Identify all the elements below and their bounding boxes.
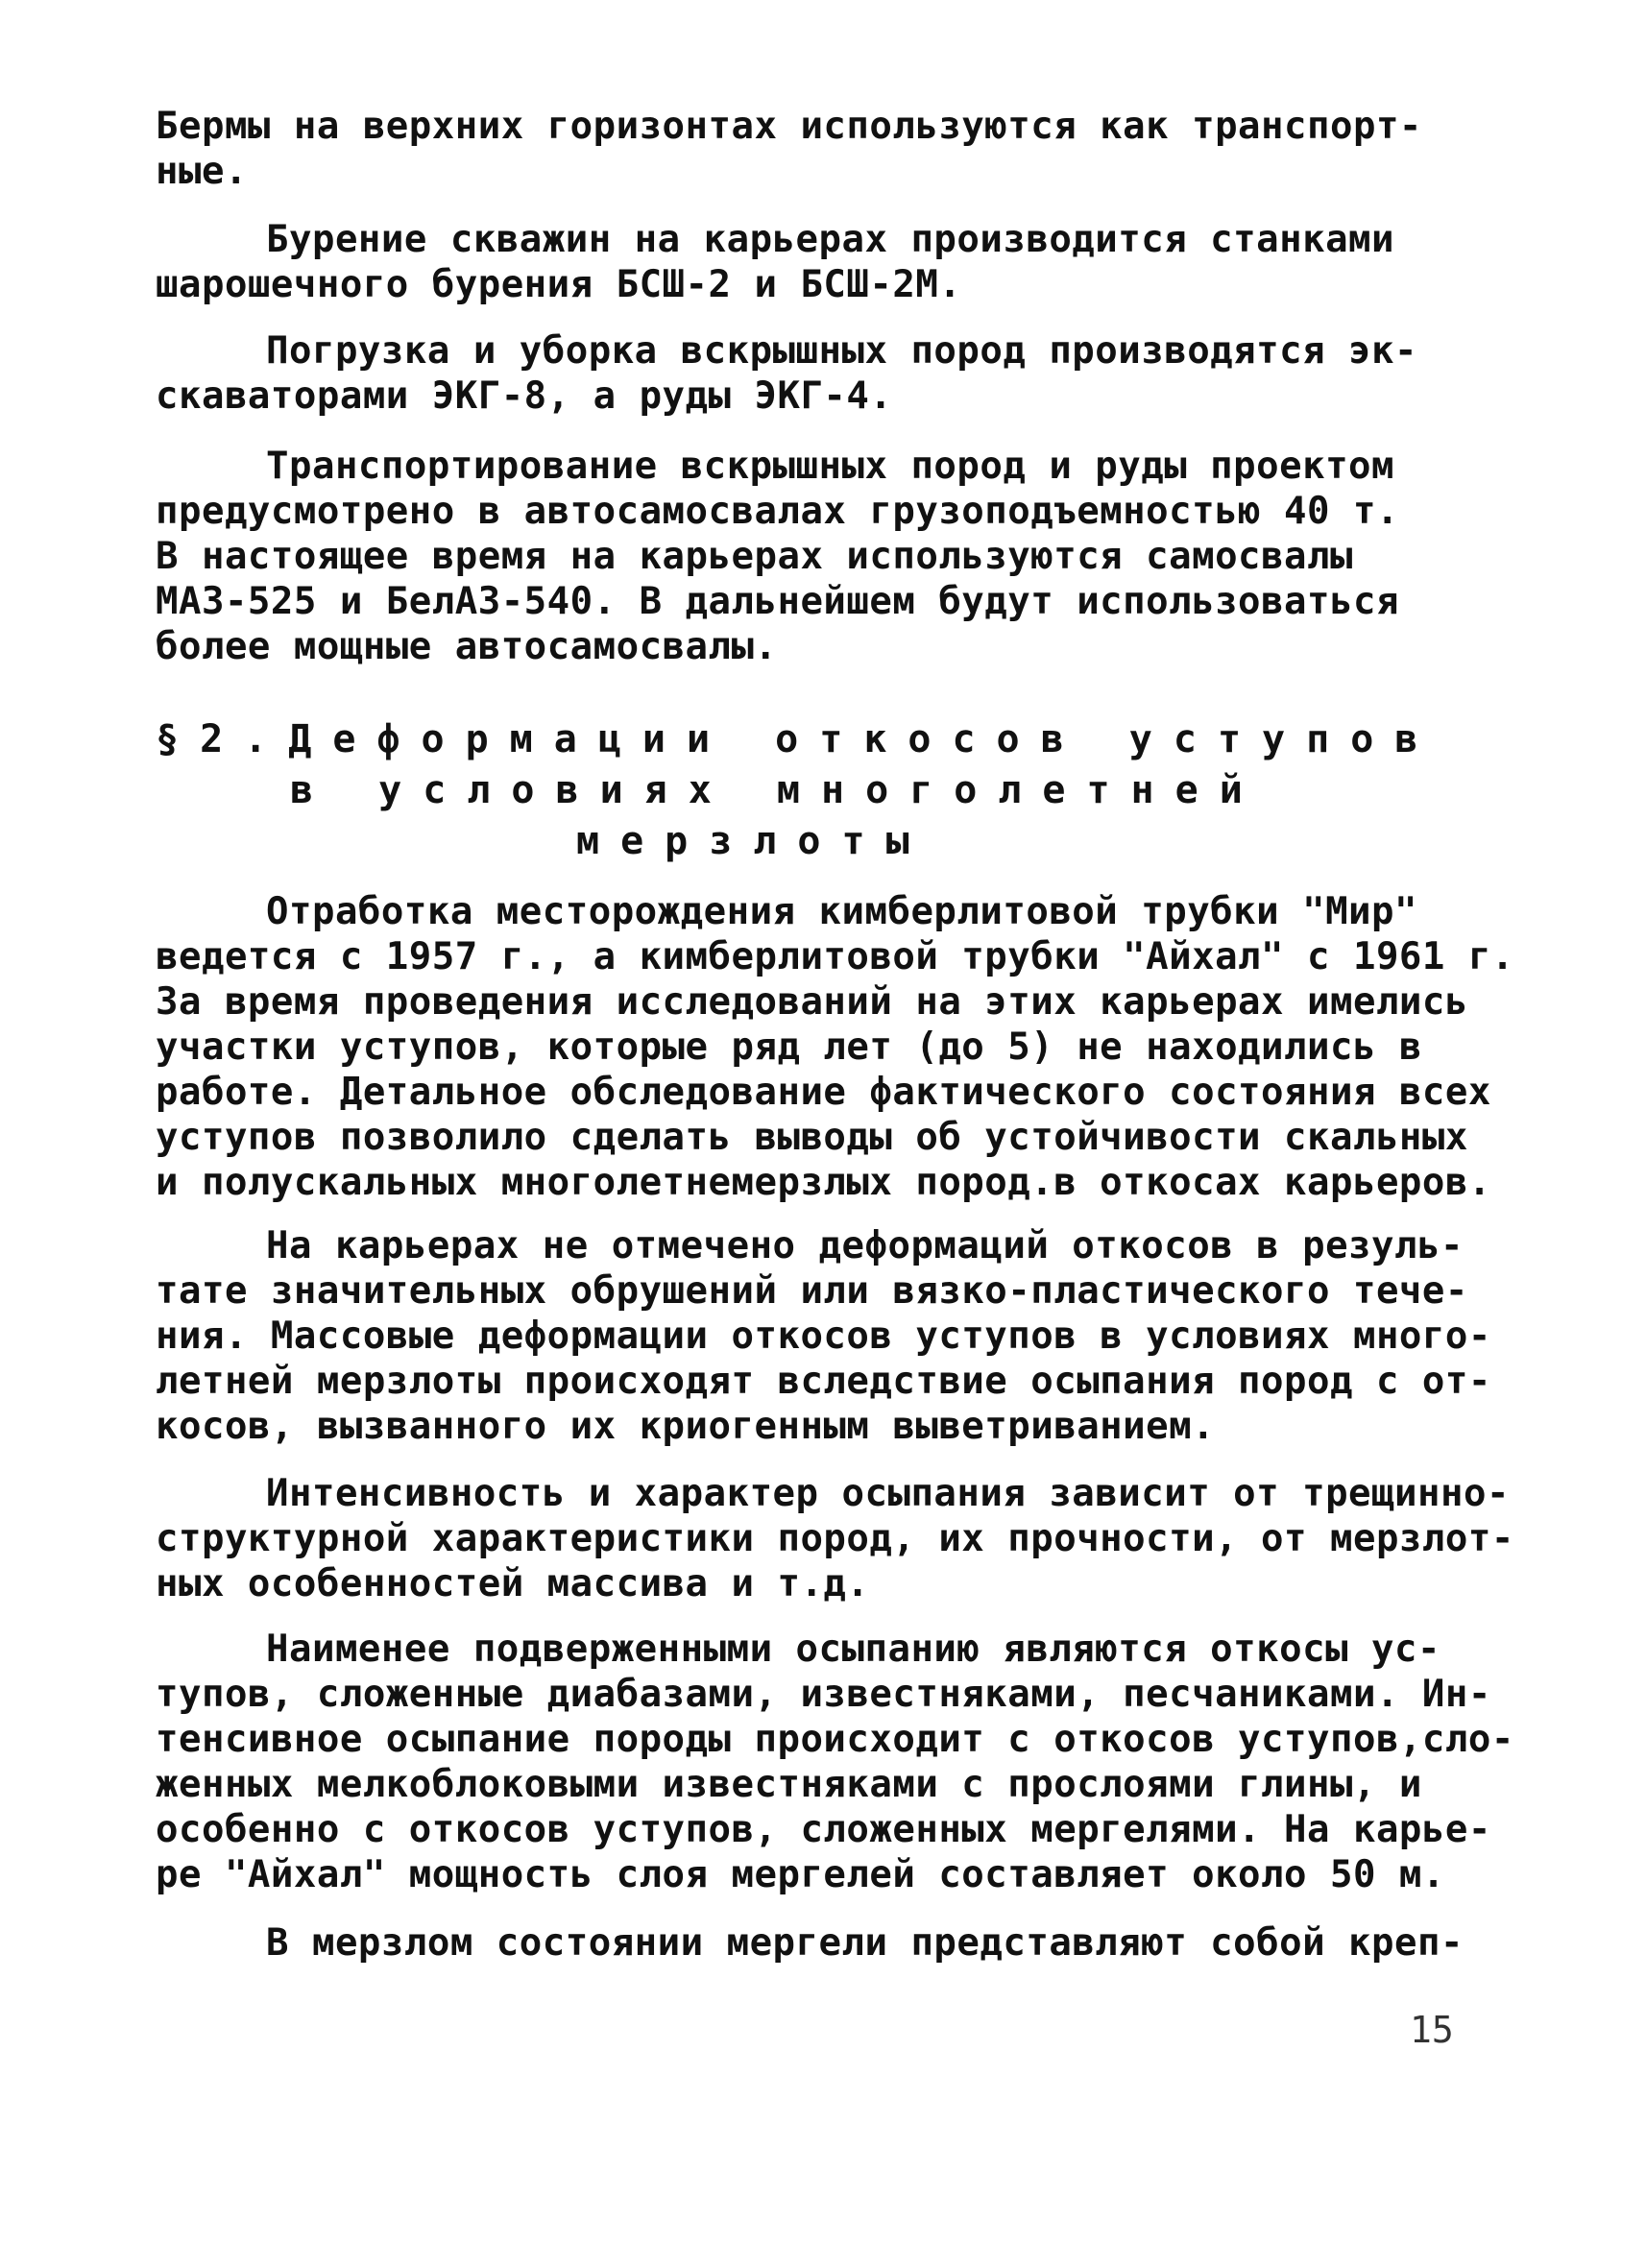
paragraph-mining-history [156, 889, 1514, 1205]
text-line: В настоящее время на карьерах используются самосвалы [156, 535, 1353, 578]
paragraph-deformations [156, 1223, 1500, 1449]
text-line: работе. Детальное обследование фактического состояния всех [156, 1071, 1491, 1114]
text-line: структурной характеристики пород, их прочности, от мерзлот- [156, 1517, 1514, 1560]
page-number: 15 [1410, 2009, 1454, 2051]
text-line: и полускальных многолетнемерзлых пород.в откосах карьеров. [156, 1161, 1491, 1204]
section-heading-line: §2.Деформации откосов уступов [156, 717, 1440, 761]
text-line: уступов позволило сделать выводы об устойчивости скальных [156, 1116, 1468, 1159]
paragraph-transport [156, 444, 1500, 669]
text-line: шарошечного бурения БСШ-2 и БСШ-2М. [156, 263, 962, 306]
text-line: тате значительных обрушений или вязко-пластического тече- [156, 1269, 1468, 1313]
paragraph-berms [156, 104, 1500, 194]
text-line: предусмотрено в автосамосвалах грузоподъемностью 40 т. [156, 490, 1399, 533]
section-heading [156, 714, 1500, 867]
text-line: особенно с откосов уступов, сложенных мергелями. На карье- [156, 1808, 1491, 1851]
section-heading-line: в условиях многолетней [290, 768, 1264, 812]
text-line: Бермы на верхних горизонтах используются как транспорт- [156, 105, 1422, 148]
text-line: Интенсивность и характер осыпания зависит от трещинно- [266, 1472, 1510, 1515]
paragraph-slopes [156, 1627, 1514, 1897]
text-line: На карьерах не отмечено деформаций откосов в резуль- [266, 1224, 1464, 1267]
paragraph-marls [156, 1920, 1500, 1966]
text-line: скаваторами ЭКГ-8, а руды ЭКГ-4. [156, 374, 893, 418]
paragraph-loading [156, 328, 1500, 419]
section-heading-line: мерзлоты [576, 819, 931, 863]
text-line: участки уступов, которые ряд лет (до 5) не находились в [156, 1025, 1422, 1069]
text-line: Отработка месторождения кимберлитовой трубки "Мир" [266, 890, 1417, 933]
text-line: Транспортирование вскрышных пород и руды проектом [266, 445, 1395, 488]
text-line: Наименее подверженными осыпанию являются откосы ус- [266, 1628, 1440, 1671]
text-line: женных мелкоблоковыми известняками с прослоями глины, и [156, 1763, 1422, 1806]
text-line: ные. [156, 150, 248, 193]
text-line: ния. Массовые деформации откосов уступов в условиях много- [156, 1315, 1491, 1358]
paragraph-intensity [156, 1471, 1514, 1606]
text-line: ре "Айхал" мощность слоя мергелей составляет около 50 м. [156, 1853, 1445, 1896]
paragraph-drilling [156, 217, 1500, 307]
text-line: косов, вызванного их криогенным выветриванием. [156, 1405, 1216, 1448]
text-line: МАЗ-525 и БелАЗ-540. В дальнейшем будут использоваться [156, 580, 1399, 623]
text-line: ведется с 1957 г., а кимберлитовой трубки "Айхал" с 1961 г. [156, 935, 1514, 978]
text-line: За время проведения исследований на этих карьерах имелись [156, 980, 1468, 1024]
text-line: тенсивное осыпание породы происходит с откосов уступов,сло- [156, 1718, 1514, 1761]
text-line: Бурение скважин на карьерах производится станками [266, 218, 1395, 261]
text-line: В мерзлом состоянии мергели представляют собой креп- [266, 1921, 1464, 1965]
text-line: летней мерзлоты происходят вследствие осыпания пород с от- [156, 1360, 1491, 1403]
text-line: тупов, сложенные диабазами, известняками, песчаниками. Ин- [156, 1673, 1491, 1716]
text-line: более мощные автосамосвалы. [156, 625, 778, 668]
text-line: ных особенностей массива и т.д. [156, 1562, 870, 1605]
text-line: Погрузка и уборка вскрышных пород производятся эк- [266, 329, 1417, 373]
